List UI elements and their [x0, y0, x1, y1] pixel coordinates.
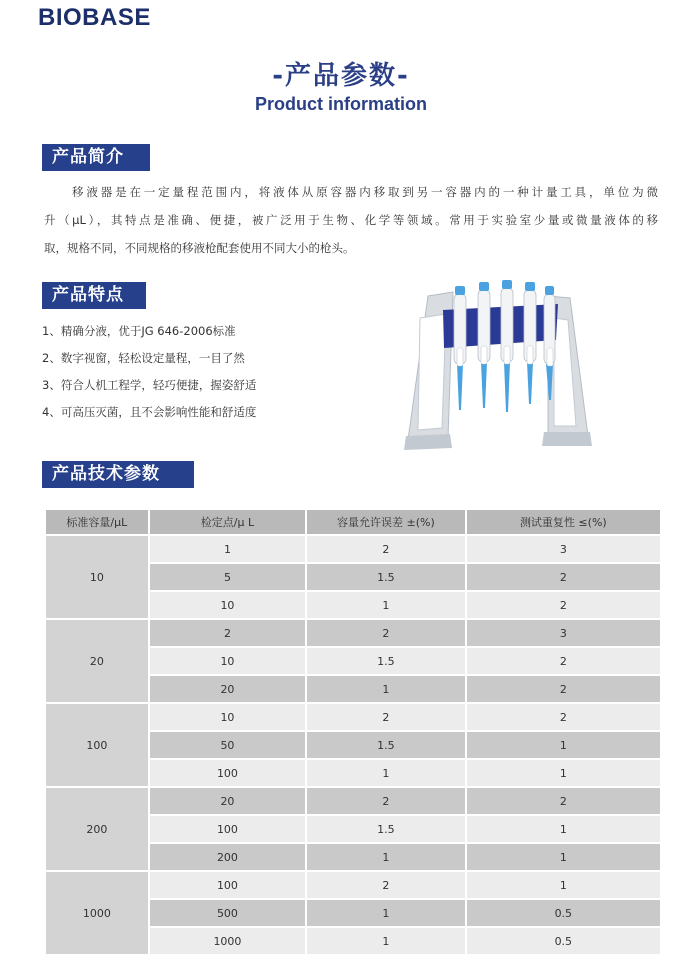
error-cell: 1.5	[306, 815, 465, 843]
repeat-cell: 2	[466, 647, 661, 675]
column-header: 检定点/μ L	[149, 509, 306, 535]
error-cell: 2	[306, 787, 465, 815]
repeat-cell: 2	[466, 703, 661, 731]
capacity-cell: 200	[45, 787, 149, 871]
repeat-cell: 1	[466, 731, 661, 759]
point-cell: 20	[149, 787, 306, 815]
error-cell: 1	[306, 675, 465, 703]
brand-logo: BIOBASE	[38, 4, 151, 31]
point-cell: 1	[149, 535, 306, 563]
error-cell: 1.5	[306, 647, 465, 675]
repeat-cell: 3	[466, 535, 661, 563]
point-cell: 200	[149, 843, 306, 871]
repeat-cell: 3	[466, 619, 661, 647]
table-row	[45, 787, 661, 815]
repeat-cell: 0.5	[466, 899, 661, 927]
table-row	[45, 871, 661, 899]
error-cell: 2	[306, 619, 465, 647]
point-cell: 10	[149, 703, 306, 731]
pipette-rack-icon	[398, 278, 598, 458]
error-cell: 1	[306, 591, 465, 619]
capacity-cell: 100	[45, 703, 149, 787]
error-cell: 1	[306, 927, 465, 955]
repeat-cell: 1	[466, 815, 661, 843]
intro-line: 取，规格不同，不同规格的移液枪配套使用不同大小的枪头。	[44, 241, 355, 255]
point-cell: 5	[149, 563, 306, 591]
table-header-row	[45, 509, 661, 535]
capacity-cell: 1000	[45, 871, 149, 955]
intro-paragraph	[44, 178, 658, 262]
point-cell: 100	[149, 815, 306, 843]
repeat-cell: 2	[466, 675, 661, 703]
repeat-cell: 2	[466, 591, 661, 619]
column-header: 容量允许误差 ±(%)	[306, 509, 465, 535]
feature-item: 1、精确分液，优于JG 646-2006标准	[42, 324, 236, 338]
intro-line: 移液器是在一定量程范围内，将液体从原容器内移取到另一容器内的一种计量工具，单位为微	[72, 185, 658, 199]
section-heading-specs: 产品技术参数	[42, 461, 194, 488]
error-cell: 1	[306, 759, 465, 787]
repeat-cell: 1	[466, 759, 661, 787]
intro-line: 升（μL），其特点是准确、便捷，被广泛用于生物、化学等领域。常用于实验室少量或微量液体的移	[44, 213, 658, 227]
point-cell: 1000	[149, 927, 306, 955]
point-cell: 500	[149, 899, 306, 927]
error-cell: 1	[306, 899, 465, 927]
page-subtitle: Product information	[255, 94, 427, 114]
point-cell: 50	[149, 731, 306, 759]
point-cell: 10	[149, 591, 306, 619]
repeat-cell: 1	[466, 871, 661, 899]
point-cell: 100	[149, 759, 306, 787]
section-heading-features: 产品特点	[42, 282, 146, 309]
point-cell: 20	[149, 675, 306, 703]
point-cell: 10	[149, 647, 306, 675]
repeat-cell: 2	[466, 787, 661, 815]
table-row	[45, 535, 661, 563]
error-cell: 2	[306, 871, 465, 899]
point-cell: 2	[149, 619, 306, 647]
section-heading-intro: 产品简介	[42, 144, 150, 171]
table-row	[45, 619, 661, 647]
feature-list	[42, 318, 256, 426]
capacity-cell: 20	[45, 619, 149, 703]
error-cell: 2	[306, 703, 465, 731]
repeat-cell: 1	[466, 843, 661, 871]
repeat-cell: 2	[466, 563, 661, 591]
feature-item: 2、数字视窗，轻松设定量程，一目了然	[42, 351, 245, 365]
page-title: -产品参数-	[272, 61, 410, 91]
error-cell: 1.5	[306, 731, 465, 759]
feature-item: 4、可高压灭菌，且不会影响性能和舒适度	[42, 405, 257, 419]
table-row	[45, 703, 661, 731]
repeat-cell: 0.5	[466, 927, 661, 955]
feature-item: 3、符合人机工程学，轻巧便捷，握姿舒适	[42, 378, 257, 392]
spec-table	[44, 508, 662, 956]
capacity-cell: 10	[45, 535, 149, 619]
error-cell: 1.5	[306, 563, 465, 591]
error-cell: 1	[306, 843, 465, 871]
column-header: 标准容量/μL	[45, 509, 149, 535]
column-header: 测试重复性 ≤(%)	[466, 509, 661, 535]
error-cell: 2	[306, 535, 465, 563]
point-cell: 100	[149, 871, 306, 899]
